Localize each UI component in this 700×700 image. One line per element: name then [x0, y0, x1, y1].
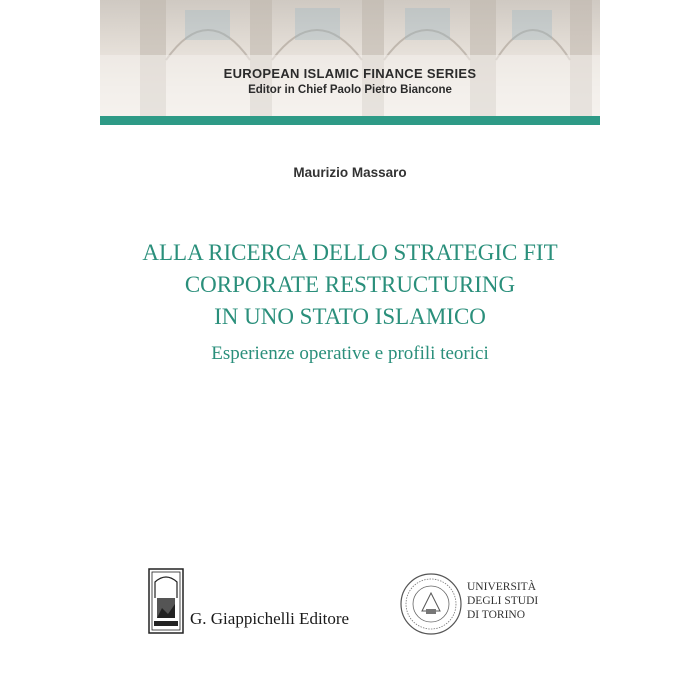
series-editor: Editor in Chief Paolo Pietro Biancone [248, 84, 452, 96]
university-seal-icon [400, 573, 462, 635]
university-name [467, 580, 538, 622]
mosque-arches-image [100, 0, 600, 116]
accent-rule [100, 116, 600, 125]
university-name-line: DEGLI STUDI [467, 595, 539, 607]
university-name-line: DI TORINO [467, 609, 526, 621]
book-title-line: CORPORATE RESTRUCTURING [184, 272, 516, 297]
book-cover [100, 0, 600, 700]
giappichelli-logo-icon [148, 568, 184, 634]
header-banner-photo [100, 0, 600, 116]
book-title-line: IN UNO STATO ISLAMICO [214, 304, 486, 329]
book-subtitle: Esperienze operative e profili teorici [211, 343, 489, 364]
series-title: EUROPEAN ISLAMIC FINANCE SERIES [223, 66, 477, 81]
author-name: Maurizio Massaro [293, 165, 407, 180]
publisher-name: G. Giappichelli Editore [190, 609, 350, 628]
university-name-line: UNIVERSITÀ [467, 581, 536, 593]
book-title-line: ALLA RICERCA DELLO STRATEGIC FIT [142, 240, 558, 265]
